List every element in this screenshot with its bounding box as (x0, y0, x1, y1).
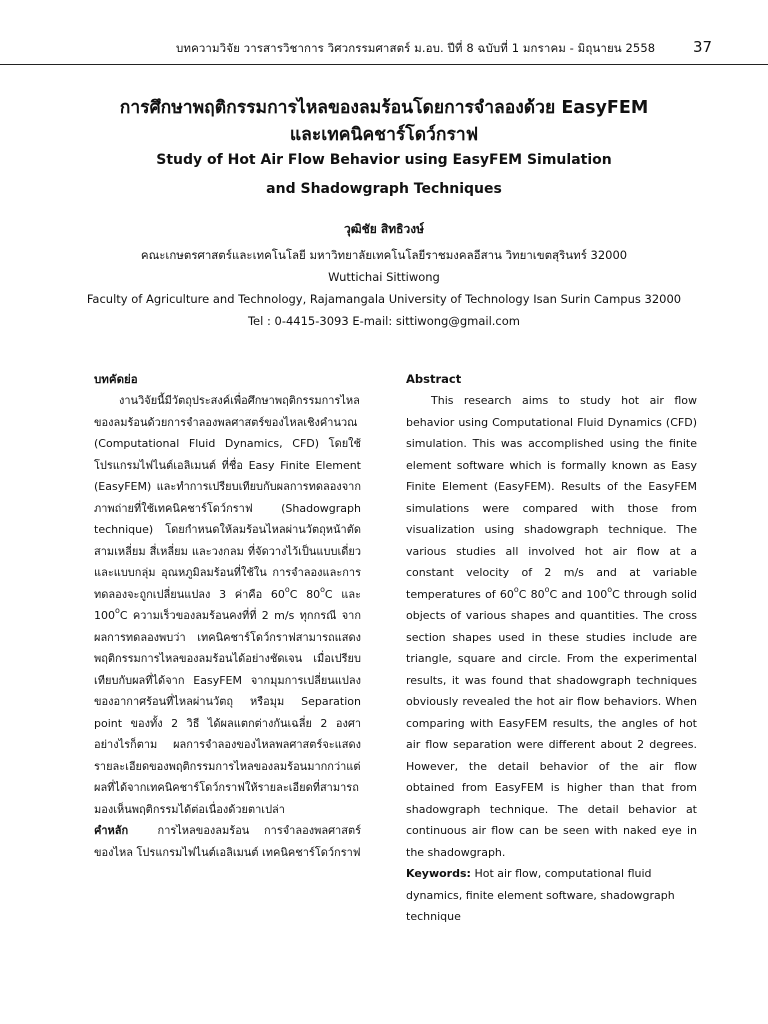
abstract-thai-text-3: C และ 100 (94, 587, 361, 622)
abstract-thai-text-2: C 80 (289, 587, 321, 601)
abstract-thai-column (94, 369, 361, 863)
degree-sign-th-2: o (320, 584, 325, 594)
author-name-thai: วุฒิชัย สิทธิวงษ์ (344, 222, 424, 236)
degree-sign-th-1: o (284, 584, 290, 594)
abstract-english-text-3: C and 100 (549, 587, 608, 601)
title-english-line2: and Shadowgraph Techniques (266, 181, 502, 197)
degree-sign-en-2: o (544, 584, 550, 594)
author-name-english: Wuttichai Sittiwong (328, 270, 440, 284)
page-number: 37 (693, 38, 713, 56)
keywords-english (406, 863, 697, 928)
abstract-english-body (406, 390, 697, 863)
keywords-english-label: Keywords: (406, 867, 471, 880)
abstract-english-text-4: C through solid objects of various shapes and quantities. The cross section shapes used in these studies include are triangle, square and circle. From the experimental results, it was found that shadowgraph techniques obviously revealed the hot air flow behaviors. When comparing with EasyFEM results, the angles of hot air flow separation were different about 2 degrees. However, the detail behavior of the air flow obtained from EasyFEM is higher than that from shadowgraph technique. The detail behavior at continuous air flow can be seen with naked eye in the shadowgraph. (406, 587, 697, 859)
keywords-thai-text: การไหลของลมร้อน การจำลองพลศาสตร์ของไหล โปรแกรมไฟไนต์เอลิเมนต์ เทคนิคชาร์โดว์กราฟ (94, 824, 361, 859)
keywords-english-text: Hot air flow, computational fluid dynamics, finite element software, shadowgraph technique (406, 867, 675, 923)
abstract-english-column (406, 369, 697, 928)
degree-sign-th-3: o (115, 606, 120, 616)
affiliation-thai: คณะเกษตรศาสตร์และเทคโนโลยี มหาวิทยาลัยเทคโนโลยีราชมงคลอีสาน วิทยาเขตสุรินทร์ 32000 (140, 248, 628, 262)
abstract-thai-text-4: C ความเร็วของลมร้อนคงที่ที่ 2 m/s ทุกกรณี จากผลการทดลองพบว่า เทคนิคชาร์โดว์กราฟสามารถแสดงพฤติกรรมการไหลของลมร้อนได้อย่างชัดเจน เมื่อเปรียบเทียบกับผลที่ได้จาก EasyFEM จากมุมการเปลี่ยนแปลงของอากาศร้อนที่ไหลผ่านวัตถุ หรือมุม Separation point ของทั้ง 2 วิธี ได้ผลแตกต่างกันเฉลี่ย 2 องศา อย่างไรก็ตาม ผลการจำลองของไหลพลศาสตร์จะแสดงรายละเอียดของพฤติกรรมการไหลของลมร้อนมากกว่าแต่ผลที่ได้จากเทคนิคชาร์โดว์กราฟให้รายละเอียดที่สามารถมองเห็นพฤติกรรมได้ต่อเนื่องด้วยตาเปล่า (94, 609, 361, 816)
degree-sign-en-1: o (513, 584, 519, 594)
abstract-thai-body (94, 390, 361, 820)
journal-citation: บทความวิจัย วารสารวิชาการ วิศวกรรมศาสตร์ ม.อบ. ปีที่ 8 ฉบับที่ 1 มกราคม - มิถุนายน 2558 (176, 41, 656, 55)
degree-sign-en-3: o (607, 584, 613, 594)
abstract-thai-heading: บทคัดย่อ (94, 372, 138, 386)
abstract-english-text-2: C 80 (518, 587, 545, 601)
affiliation-english: Faculty of Agriculture and Technology, Rajamangala University of Technology Isan Surin Campus 32000 (86, 292, 682, 306)
title-thai-line2: และเทคนิคชาร์โดว์กราฟ (289, 125, 479, 145)
abstract-english-heading: Abstract (406, 372, 462, 386)
keywords-thai-label: คำหลัก (94, 824, 129, 837)
title-english-line1: Study of Hot Air Flow Behavior using EasyFEM Simulation (156, 152, 612, 168)
abstract-english-text-1: This research aims to study hot air flow behavior using Computational Fluid Dynamics (CFD) simulation. This was accomplished using the finite element software which is formally known as Easy Finite Element (EasyFEM). Results of the EasyFEM simulations were compared with those from visualization using shadowgraph technique. The various studies all involved hot air flow at a constant velocity of 2 m/s and at variable temperatures of 60 (406, 394, 697, 601)
title-thai-line1: การศึกษาพฤติกรรมการไหลของลมร้อนโดยการจำลองด้วย EasyFEM (119, 98, 649, 118)
journal-header (0, 37, 768, 65)
contact-info: Tel : 0-4415-3093 E-mail: sittiwong@gmail.com (247, 314, 520, 328)
abstract-thai-text-1: งานวิจัยนี้มีวัตถุประสงค์เพื่อศึกษาพฤติกรรมการไหลของลมร้อนด้วยการจำลองพลศาสตร์ของไหลเชิงคำนวณ (Computational Fluid Dynamics, CFD) โดยใช้โปรแกรมไฟไนต์เอลิเมนต์ ที่ชื่อ Easy Finite Element (EasyFEM) และทำการเปรียบเทียบกับผลการทดลองจากภาพถ่ายที่ใช้เทคนิคชาร์โดว์กราฟ (Shadowgraph technique) โดยกำหนดให้ลมร้อนไหลผ่านวัตถุหน้าตัดสามเหลี่ยม สี่เหลี่ยม และวงกลม ที่จัดวางไว้เป็นแบบเดี่ยวและแบบกลุ่ม อุณหภูมิลมร้อนที่ใช้ใน การจำลองและการทดลองจะถูกเปลี่ยนแปลง 3 ค่าคือ 60 (94, 394, 361, 601)
keywords-thai (94, 820, 361, 863)
